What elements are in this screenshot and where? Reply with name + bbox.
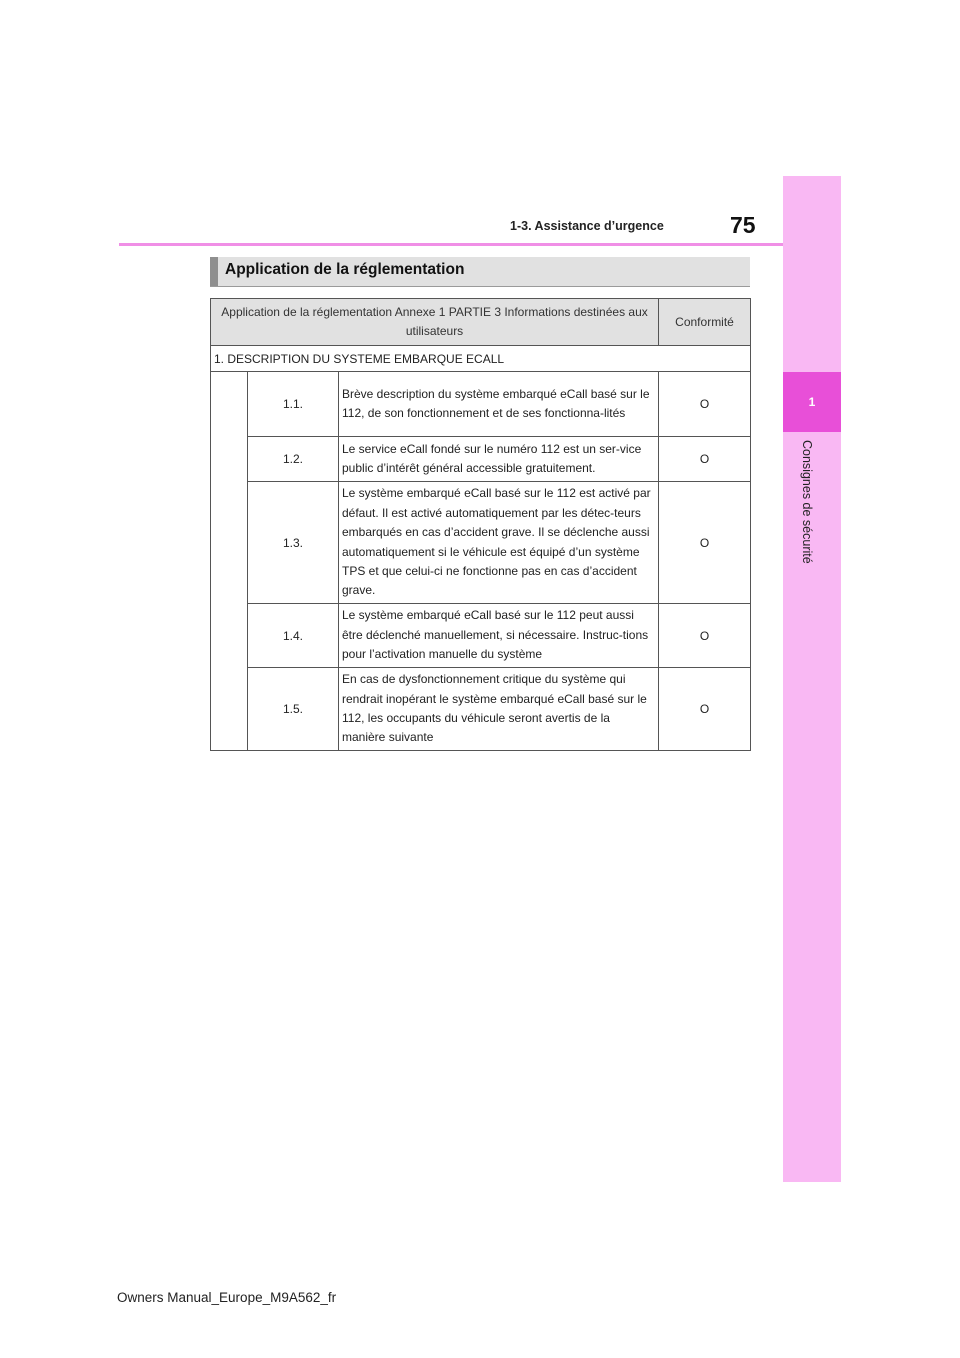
table-header-row <box>211 299 751 346</box>
table-header-conformity: Conformité <box>659 299 751 346</box>
chapter-number: 1 <box>808 395 816 409</box>
table-header-main: Application de la réglementation Annexe 1 PARTIE 3 Informations destinées aux utilisateurs <box>211 299 659 346</box>
table-section-row <box>211 346 751 372</box>
row-number: 1.2. <box>248 437 339 482</box>
footer-document-id: Owners Manual_Europe_M9A562_fr <box>117 1290 337 1305</box>
table-row <box>211 604 751 668</box>
row-description: En cas de dysfonctionnement critique du système qui rendrait inopérant le système embarqué eCall basé sur le 112, les occupants du véhicule seront avertis de la manière suivante <box>339 668 659 751</box>
row-conformity: O <box>659 482 751 604</box>
row-number: 1.3. <box>248 482 339 604</box>
row-description: Le système embarqué eCall basé sur le 112 est activé par défaut. Il est activé automatiquement par les détec-teurs embarqués en cas d’accident grave. Il se déclenche aussi automatiquement si le véhicule est équipé d’un système TPS et que celui-ci ne fonctionne pas en cas d’accident grave. <box>339 482 659 604</box>
heading-accent-bar <box>210 257 218 286</box>
header-divider <box>119 243 783 246</box>
section-heading <box>210 257 750 287</box>
page-number: 75 <box>730 212 756 238</box>
chapter-sidebar <box>783 176 841 1182</box>
table-row <box>211 668 751 751</box>
row-description: Le système embarqué eCall basé sur le 112 peut aussi être déclenché manuellement, si nécessaire. Instruc-tions pour l’activation manuelle du système <box>339 604 659 668</box>
row-conformity: O <box>659 372 751 437</box>
table-row <box>211 482 751 604</box>
section-title: 1-3. Assistance d’urgence <box>510 219 664 233</box>
row-number: 1.1. <box>248 372 339 437</box>
table-row <box>211 437 751 482</box>
row-conformity: O <box>659 668 751 751</box>
row-description: Brève description du système embarqué eCall basé sur le 112, de son fonctionnement et de ses fonctionna-lités <box>339 372 659 437</box>
row-number: 1.5. <box>248 668 339 751</box>
row-conformity: O <box>659 604 751 668</box>
row-number: 1.4. <box>248 604 339 668</box>
regulation-table <box>210 298 751 751</box>
chapter-tab <box>783 372 841 432</box>
chapter-title: Consignes de sécurité <box>800 440 814 564</box>
row-conformity: O <box>659 437 751 482</box>
row-description: Le service eCall fondé sur le numéro 112 est un ser-vice public d’intérêt général accessible gratuitement. <box>339 437 659 482</box>
indent-cell <box>211 372 248 751</box>
section-heading-text: Application de la réglementation <box>225 261 465 278</box>
table-row <box>211 372 751 437</box>
section-row-label: 1. DESCRIPTION DU SYSTEME EMBARQUE ECALL <box>211 346 751 372</box>
